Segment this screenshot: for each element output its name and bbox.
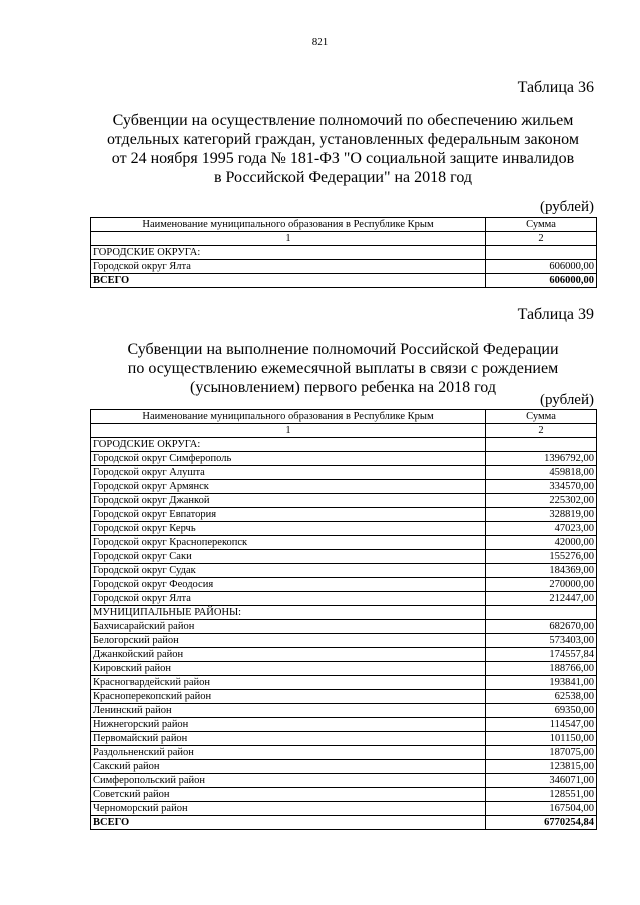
page-number: 821: [311, 36, 329, 48]
table-row: [91, 690, 597, 704]
table-39-title: [90, 340, 596, 397]
row-name: Городской округ Керчь: [91, 522, 486, 536]
row-name: Городской округ Ялта: [91, 260, 486, 274]
table-row: [91, 452, 597, 466]
row-name: Красноперекопский район: [91, 690, 486, 704]
row-name: Городской округ Феодосия: [91, 578, 486, 592]
row-name: Советский район: [91, 788, 486, 802]
section-row: [91, 246, 597, 260]
row-sum: 155276,00: [486, 550, 597, 564]
header-name: Наименование муниципального образования в Республике Крым: [91, 410, 486, 424]
table-header-row: [91, 410, 597, 424]
table-row: [91, 732, 597, 746]
row-sum: 128551,00: [486, 788, 597, 802]
table-39-label: Таблица 39: [517, 306, 594, 323]
header-num-2: 2: [486, 232, 597, 246]
row-name: Городской округ Ялта: [91, 592, 486, 606]
table-row: [91, 634, 597, 648]
row-name: Симферопольский район: [91, 774, 486, 788]
row-name: Раздольненский район: [91, 746, 486, 760]
table-row: [91, 704, 597, 718]
table-row: [91, 746, 597, 760]
total-row: [91, 816, 597, 830]
table-36-title: [90, 111, 596, 187]
total-row: [91, 274, 597, 288]
row-sum: 270000,00: [486, 578, 597, 592]
section-row: [91, 438, 597, 452]
header-num-1: 1: [91, 424, 486, 438]
row-name: Городской округ Саки: [91, 550, 486, 564]
row-sum: 114547,00: [486, 718, 597, 732]
row-sum: 1396792,00: [486, 452, 597, 466]
total-label: ВСЕГО: [91, 816, 486, 830]
row-sum: 187075,00: [486, 746, 597, 760]
total-sum: 606000,00: [486, 274, 597, 288]
row-name: Нижнегорский район: [91, 718, 486, 732]
table-36-title-line: от 24 ноября 1995 года № 181-ФЗ "О социальной защите инвалидов: [111, 150, 575, 167]
empty-cell: [486, 606, 597, 620]
row-sum: 184369,00: [486, 564, 597, 578]
table-row: [91, 760, 597, 774]
table-39-unit: (рублей): [539, 392, 594, 408]
row-sum: 174557,84: [486, 648, 597, 662]
table-row: [91, 508, 597, 522]
table-row: [91, 592, 597, 606]
table-row: [91, 676, 597, 690]
table-36-title-line: Субвенции на осуществление полномочий по обеспечению жильем: [112, 112, 574, 129]
table-39: [90, 409, 597, 830]
table-39-title-line: по осуществлению ежемесячной выплаты в связи с рождением: [127, 360, 559, 377]
empty-cell: [486, 246, 597, 260]
table-row: [91, 662, 597, 676]
section-label: МУНИЦИПАЛЬНЫЕ РАЙОНЫ:: [91, 606, 486, 620]
table-row: [91, 564, 597, 578]
table-row: [91, 494, 597, 508]
row-sum: 167504,00: [486, 802, 597, 816]
table-header-num-row: [91, 232, 597, 246]
row-name: Первомайский район: [91, 732, 486, 746]
row-sum: 212447,00: [486, 592, 597, 606]
header-num-2: 2: [486, 424, 597, 438]
row-sum: 573403,00: [486, 634, 597, 648]
table-header-num-row: [91, 424, 597, 438]
row-sum: 42000,00: [486, 536, 597, 550]
table-row: [91, 774, 597, 788]
row-name: Ленинский район: [91, 704, 486, 718]
table-row: [91, 788, 597, 802]
row-sum: 123815,00: [486, 760, 597, 774]
row-sum: 62538,00: [486, 690, 597, 704]
row-sum: 193841,00: [486, 676, 597, 690]
table-row: [91, 802, 597, 816]
row-name: Городской округ Красноперекопск: [91, 536, 486, 550]
empty-cell: [486, 438, 597, 452]
row-name: Городской округ Судак: [91, 564, 486, 578]
section-row: [91, 606, 597, 620]
table-row: [91, 578, 597, 592]
row-name: Сакский район: [91, 760, 486, 774]
header-num-1: 1: [91, 232, 486, 246]
row-sum: 188766,00: [486, 662, 597, 676]
table-36: [90, 217, 597, 288]
row-name: Городской округ Джанкой: [91, 494, 486, 508]
total-label: ВСЕГО: [91, 274, 486, 288]
table-36-title-line: в Российской Федерации" на 2018 год: [213, 169, 472, 186]
row-sum: 334570,00: [486, 480, 597, 494]
total-sum: 6770254,84: [486, 816, 597, 830]
table-row: [91, 522, 597, 536]
table-36-unit: (рублей): [539, 199, 594, 215]
table-36-title-line: отдельных категорий граждан, установленных федеральным законом: [106, 131, 579, 148]
header-name: Наименование муниципального образования в Республике Крым: [91, 218, 486, 232]
row-sum: 101150,00: [486, 732, 597, 746]
table-row: [91, 536, 597, 550]
row-name: Городской округ Армянск: [91, 480, 486, 494]
section-label: ГОРОДСКИЕ ОКРУГА:: [91, 246, 486, 260]
row-sum: 225302,00: [486, 494, 597, 508]
row-sum: 459818,00: [486, 466, 597, 480]
table-row: [91, 718, 597, 732]
table-39-title-line: (усыновлением) первого ребенка на 2018 год: [190, 379, 496, 396]
row-name: Городской округ Евпатория: [91, 508, 486, 522]
table-36-label: Таблица 36: [517, 79, 594, 96]
row-name: Джанкойский район: [91, 648, 486, 662]
table-row: [91, 550, 597, 564]
table-row: [91, 260, 597, 274]
row-name: Городской округ Симферополь: [91, 452, 486, 466]
row-name: Черноморский район: [91, 802, 486, 816]
row-name: Бахчисарайский район: [91, 620, 486, 634]
table-row: [91, 480, 597, 494]
row-name: Белогорский район: [91, 634, 486, 648]
row-name: Красногвардейский район: [91, 676, 486, 690]
row-sum: 47023,00: [486, 522, 597, 536]
table-row: [91, 648, 597, 662]
header-sum: Сумма: [486, 410, 597, 424]
table-39-title-line: Субвенции на выполнение полномочий Российской Федерации: [127, 341, 559, 358]
row-sum: 346071,00: [486, 774, 597, 788]
row-sum: 682670,00: [486, 620, 597, 634]
row-name: Кировский район: [91, 662, 486, 676]
table-row: [91, 466, 597, 480]
row-sum: 69350,00: [486, 704, 597, 718]
table-header-row: [91, 218, 597, 232]
row-name: Городской округ Алушта: [91, 466, 486, 480]
table-row: [91, 620, 597, 634]
row-sum: 606000,00: [486, 260, 597, 274]
header-sum: Сумма: [486, 218, 597, 232]
row-sum: 328819,00: [486, 508, 597, 522]
section-label: ГОРОДСКИЕ ОКРУГА:: [91, 438, 486, 452]
